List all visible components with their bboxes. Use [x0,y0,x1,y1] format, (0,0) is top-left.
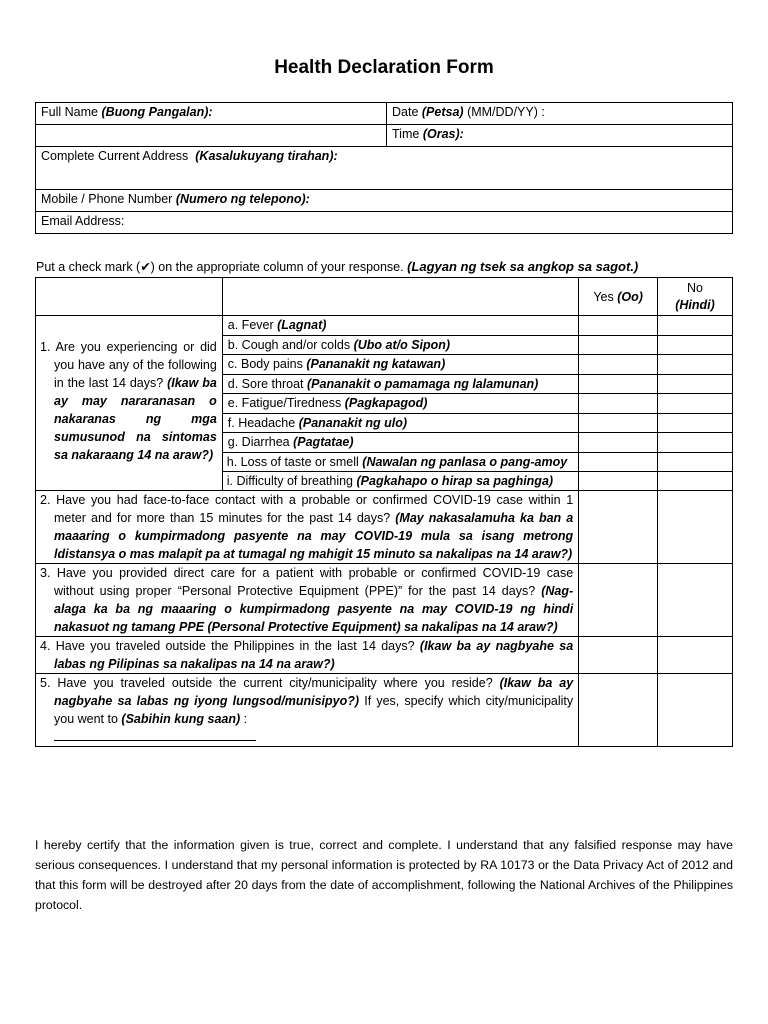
city-input-line[interactable] [54,728,256,741]
question-2 [36,490,579,563]
question-2-text-tl: (May nakasalamuha ka ban a maaaring o kumpirmadong pasyente na may COVID-19 mula sa isang metrong ldistansya o mas malapit pa at tumagal ng mahigit 15 minuto sa nakalipas na 14 araw?) [54,510,574,561]
symptom-headache [222,413,578,433]
time-field[interactable] [387,125,733,147]
header-blank-symptom [222,278,578,316]
symptom-body-pains [222,355,578,375]
form-title: Health Declaration Form [274,57,494,78]
symptom-label: b. Cough and/or colds [227,337,351,352]
symptom-sore-throat [222,374,578,394]
full-name-value[interactable] [36,125,387,147]
yes-checkbox-q3[interactable] [579,563,658,636]
symptom-label: c. Body pains [227,357,303,371]
question-3-text-tl: (Nag-alaga ka ba ng maaaring o kumpirmadong pasyente na may COVID-19 ng hindi nakasuot ng tamang PPE (Personal Protective Equipment) sa nakalipas na 14 araw?) [54,583,574,634]
yes-checkbox-difficulty-breathing[interactable] [579,471,658,490]
no-checkbox-fatigue[interactable] [658,394,733,414]
full-name-label-tl: (Buong Pangalan): [101,105,213,119]
question-3-text: Have you provided direct care for a patient with probable or confirmed COVID-19 case without using proper “Personal Protective Equipment (PPE)” for the past 14 days? [54,565,574,598]
symptom-label: g. Diarrhea [227,435,290,449]
yes-checkbox-cough[interactable] [579,335,658,355]
question-4-number: 4. [40,638,51,653]
no-checkbox-body-pains[interactable] [658,355,733,375]
symptom-fatigue [222,394,578,414]
date-field[interactable] [387,103,733,125]
certification-text: I hereby certify that the information given is true, correct and complete. I understand that any falsified response may have serious consequences. I understand that my personal information is protected by RA 10173 or the Data Privacy Act of 2012 and that this form will be destroyed after 20 days from the date of accomplishment, following the National Archives of the Philippines protocol. [35,838,733,912]
email-field[interactable] [36,212,733,234]
header-no [658,278,733,316]
no-checkbox-q3[interactable] [658,563,733,636]
question-2-number: 2. [40,492,51,507]
address-label: Complete Current Address [41,149,189,163]
date-label-tl: (Petsa) [421,105,464,119]
yes-checkbox-body-pains[interactable] [579,355,658,375]
symptom-label-tl: (Lagnat) [277,318,327,332]
symptom-label: f. Headache [227,415,296,430]
question-5 [36,673,579,746]
symptom-difficulty-breathing [222,471,578,490]
symptom-label: h. Loss of taste or smell [226,454,359,469]
full-name-label: Full Name [41,105,98,119]
no-checkbox-loss-of-taste[interactable] [658,452,733,471]
question-5-text: Have you traveled outside the current city/municipality where you reside? [57,675,493,690]
yes-checkbox-diarrhea[interactable] [579,433,658,453]
symptom-label-tl: (Pananakit ng ulo) [298,415,408,430]
yes-checkbox-headache[interactable] [579,413,658,433]
question-4-text-tl: (Ikaw ba ay nagbyahe sa labas ng Pilipinas sa nakalipas na 14 na araw?) [54,638,574,671]
question-5-followup: If yes, specify which city/municipality you went to [54,693,574,726]
instruction-text-tl: (Lagyan ng tsek sa angkop sa sagot.) [407,259,639,274]
symptom-cough [222,335,578,355]
symptom-label-tl: (Ubo at/o Sipon) [353,337,451,352]
yes-checkbox-q5[interactable] [579,673,658,746]
phone-field[interactable] [36,190,733,212]
no-checkbox-sore-throat[interactable] [658,374,733,394]
no-checkbox-diarrhea[interactable] [658,433,733,453]
question-1-text: Are you experiencing or did you have any of the following in the last 14 days? [54,340,217,390]
question-5-text-tl: (Ikaw ba ay nagbyahe sa labas ng iyong lungsod/munisipyo?) [54,675,574,708]
phone-label-tl: (Numero ng telepono): [175,192,310,206]
no-checkbox-fever[interactable] [658,316,733,336]
symptom-label-tl: (Pagkapagod) [344,396,428,410]
yes-checkbox-fever[interactable] [579,316,658,336]
personal-info-table [35,102,733,234]
question-2-text: Have you had face-to-face contact with a probable or confirmed COVID-19 case within 1 meter and for more than 15 minutes for the past 14 days? [54,492,574,525]
question-1 [36,316,223,491]
yes-checkbox-sore-throat[interactable] [579,374,658,394]
header-blank-question [36,278,223,316]
yes-checkbox-q2[interactable] [579,490,658,563]
header-yes [579,278,658,316]
symptom-loss-of-taste [222,452,578,471]
question-3-number: 3. [40,565,51,580]
question-5-followup-tl: (Sabihin kung saan) [121,711,241,726]
symptom-label: a. Fever [227,318,274,332]
yes-checkbox-fatigue[interactable] [579,394,658,414]
no-checkbox-difficulty-breathing[interactable] [658,471,733,490]
no-column-label: No [687,280,704,295]
symptom-label-tl: (Pananakit o pamamaga ng lalamunan) [307,376,539,391]
instruction-text: Put a check mark (✔) on the appropriate column of your response. [36,260,404,274]
symptom-diarrhea [222,433,578,453]
yes-checkbox-q4[interactable] [579,636,658,673]
time-label: Time [392,127,420,141]
yes-column-label-tl: (Oo) [617,289,643,304]
yes-column-label: Yes [593,289,614,304]
no-checkbox-headache[interactable] [658,413,733,433]
full-name-field[interactable] [36,103,387,125]
date-format: (MM/DD/YY) : [467,105,545,119]
questions-table [35,277,733,747]
no-checkbox-q4[interactable] [658,636,733,673]
date-label: Date [392,105,419,119]
email-label: Email Address: [41,214,125,228]
question-3 [36,563,579,636]
address-field[interactable] [36,147,733,190]
no-column-label-tl: (Hindi) [675,297,715,312]
instruction [36,259,756,274]
symptom-label-tl: (Nawalan ng panlasa o pang-amoy [362,454,568,469]
question-1-number: 1. [40,340,51,354]
no-checkbox-q5[interactable] [658,673,733,746]
question-4-text: Have you traveled outside the Philippines in the last 14 days? [55,638,415,653]
phone-label: Mobile / Phone Number [41,192,173,206]
symptom-label-tl: (Pananakit ng katawan) [306,357,446,371]
symptom-label: i. Difficulty of breathing [226,473,354,488]
symptom-label: d. Sore throat [227,376,304,391]
time-label-tl: (Oras): [422,127,464,141]
no-checkbox-cough[interactable] [658,335,733,355]
question-5-colon: : [243,711,248,726]
symptom-label-tl: (Pagtatae) [293,435,354,449]
address-label-tl: (Kasalukuyang tirahan): [195,149,338,163]
question-1-text-tl: (Ikaw ba ay may nararanasan o nakaranas ng mga sumusunod na sintomas sa nakaraang 14 na araw?) [54,376,217,462]
question-5-number: 5. [40,675,51,690]
yes-checkbox-loss-of-taste[interactable] [579,452,658,471]
symptom-fever [222,316,578,336]
symptom-label-tl: (Pagkahapo o hirap sa paghinga) [356,473,554,488]
symptom-label: e. Fatigue/Tiredness [227,396,342,410]
question-4 [36,636,579,673]
no-checkbox-q2[interactable] [658,490,733,563]
